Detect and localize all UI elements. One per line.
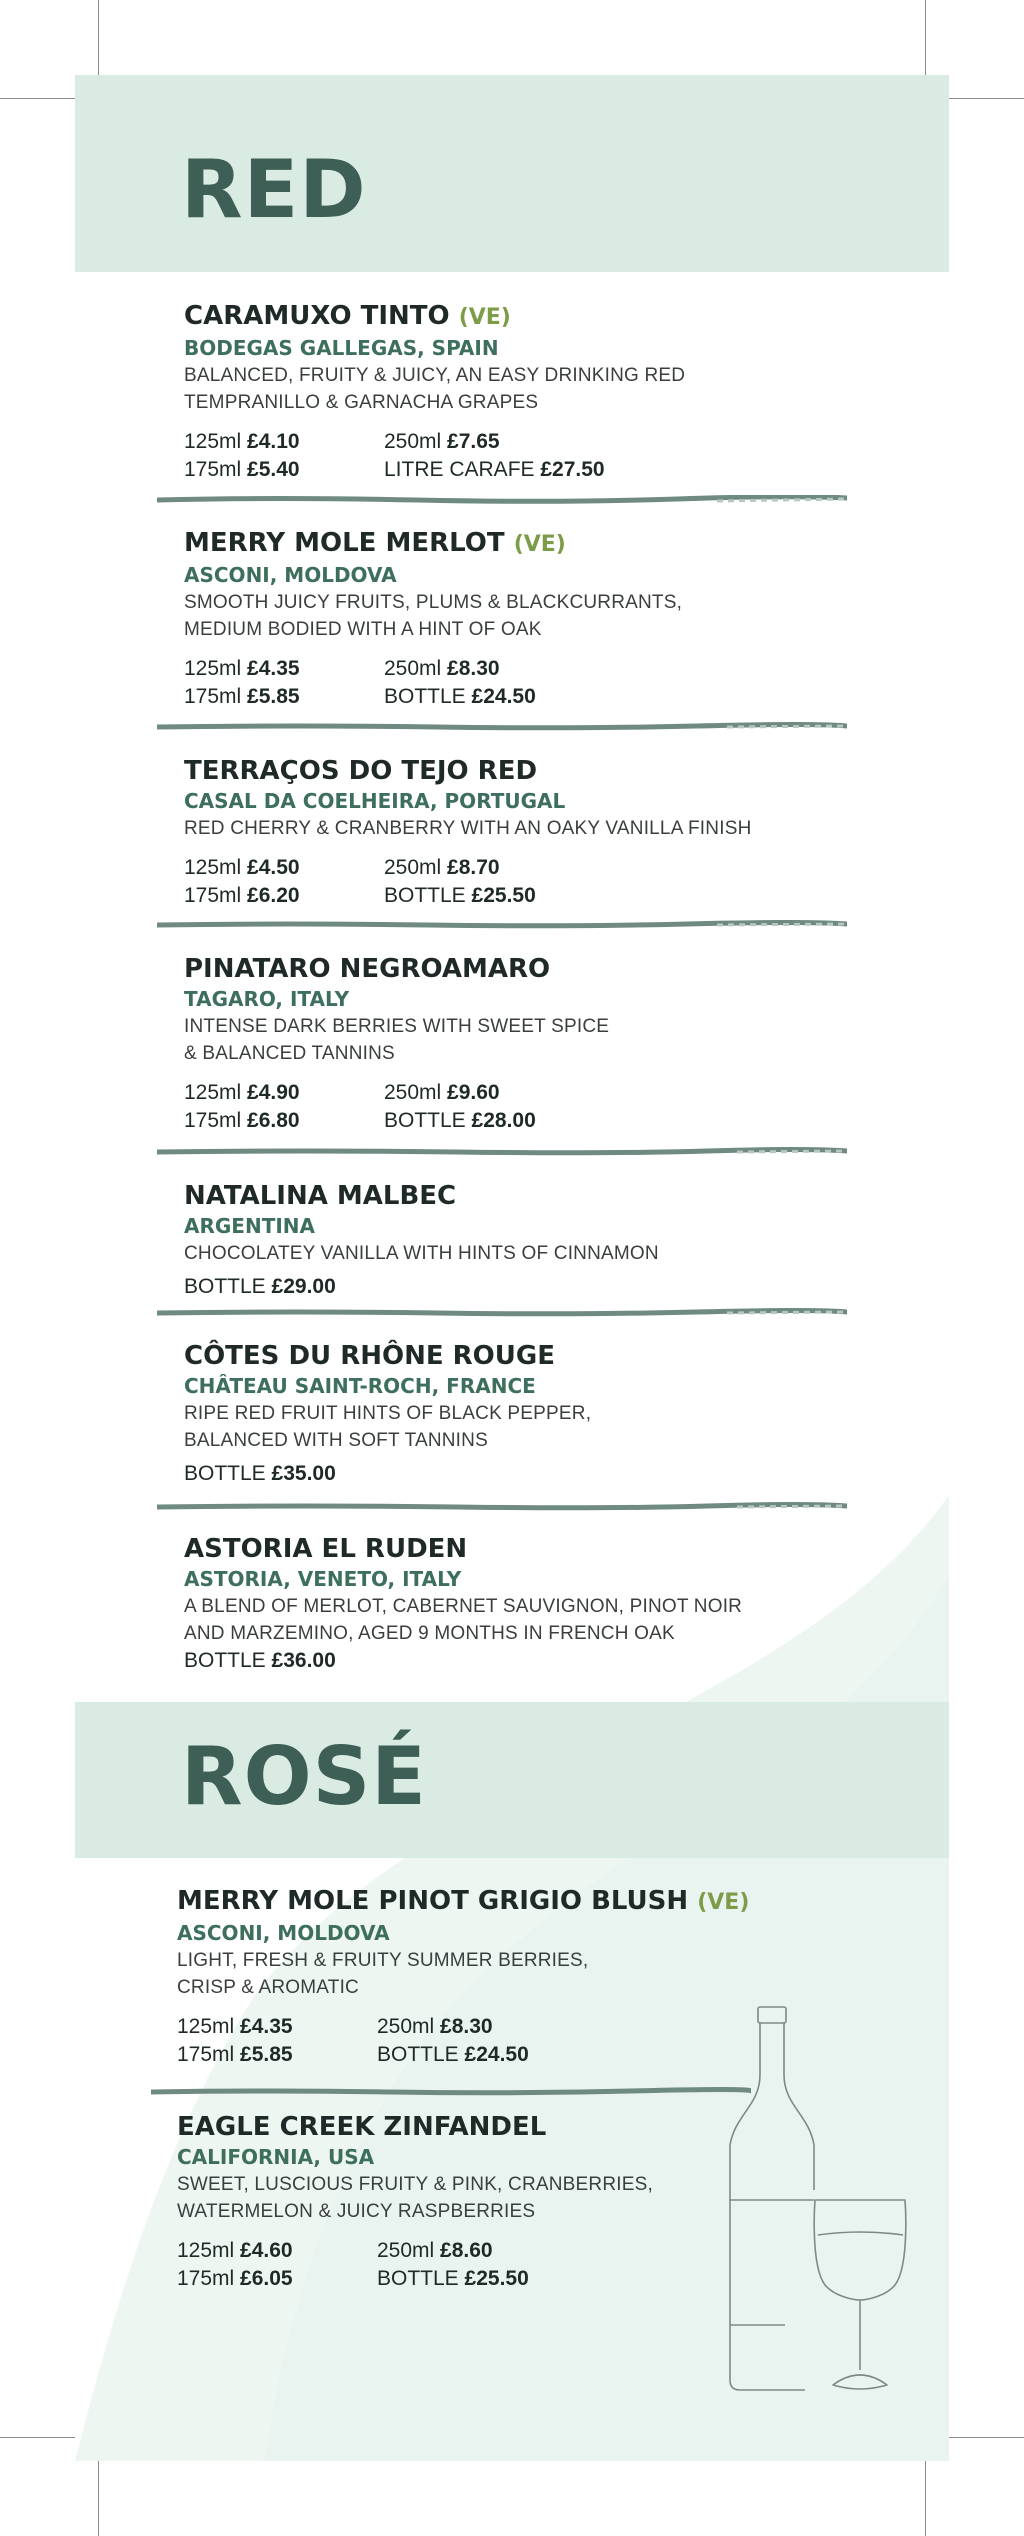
crop-mark bbox=[98, 2461, 99, 2536]
wine-name: TERRAÇOS DO TEJO RED bbox=[184, 756, 538, 786]
description-line: TEMPRANILLO & GARNACHA GRAPES bbox=[184, 392, 539, 413]
wine-entry bbox=[184, 1533, 844, 1675]
wine-description bbox=[184, 1240, 844, 1267]
brush-divider bbox=[157, 722, 847, 732]
vegan-tag: (VE) bbox=[458, 305, 511, 330]
price-label: 250ml bbox=[377, 2015, 435, 2038]
price-value: £5.85 bbox=[247, 685, 300, 708]
price-label: 175ml bbox=[184, 458, 242, 481]
price-label: 175ml bbox=[184, 685, 242, 708]
price-value: £5.85 bbox=[240, 2043, 293, 2066]
price-label: 125ml bbox=[184, 856, 242, 879]
description-line: INTENSE DARK BERRIES WITH SWEET SPICE bbox=[184, 1016, 610, 1037]
price-grid bbox=[184, 854, 844, 910]
price-label: BOTTLE bbox=[184, 1275, 266, 1298]
wine-origin: BODEGAS GALLEGAS, SPAIN bbox=[184, 336, 499, 360]
price-value: £8.30 bbox=[440, 2015, 493, 2038]
price-label: 250ml bbox=[384, 657, 442, 680]
price-value: £4.90 bbox=[247, 1081, 300, 1104]
price-value: £6.80 bbox=[247, 1109, 300, 1132]
wine-origin: ASCONI, MOLDOVA bbox=[184, 563, 397, 587]
wine-description bbox=[184, 815, 844, 842]
price-label: 175ml bbox=[184, 884, 242, 907]
vegan-tag: (VE) bbox=[513, 532, 566, 557]
price-value: £8.60 bbox=[440, 2239, 493, 2262]
wine-name: CÔTES DU RHÔNE ROUGE bbox=[184, 1341, 555, 1371]
price-label: 125ml bbox=[184, 430, 242, 453]
wine-description bbox=[177, 1947, 837, 2001]
description-line: BALANCED WITH SOFT TANNINS bbox=[184, 1430, 488, 1451]
wine-entry bbox=[184, 527, 844, 711]
price-value: £25.50 bbox=[464, 2267, 529, 2290]
brush-divider bbox=[151, 2087, 751, 2097]
price-value: £5.40 bbox=[247, 458, 300, 481]
price-label: BOTTLE bbox=[184, 1462, 266, 1485]
price-value: £8.70 bbox=[447, 856, 500, 879]
price-label: 175ml bbox=[184, 1109, 242, 1132]
price-value: £24.50 bbox=[464, 2043, 529, 2066]
description-line: MEDIUM BODIED WITH A HINT OF OAK bbox=[184, 619, 542, 640]
wine-origin: ARGENTINA bbox=[184, 1214, 315, 1238]
wine-name: EAGLE CREEK ZINFANDEL bbox=[177, 2112, 547, 2142]
price-label: BOTTLE bbox=[184, 1649, 266, 1672]
crop-mark bbox=[949, 2437, 1024, 2438]
bottle-price bbox=[184, 1460, 844, 1488]
wine-name: ASTORIA EL RUDEN bbox=[184, 1534, 468, 1564]
price-label: 250ml bbox=[384, 430, 442, 453]
brush-divider bbox=[157, 495, 847, 505]
description-line: CRISP & AROMATIC bbox=[177, 1977, 359, 1998]
crop-mark bbox=[0, 98, 75, 99]
price-label: BOTTLE bbox=[384, 685, 466, 708]
price-label: BOTTLE bbox=[377, 2043, 459, 2066]
price-label: 250ml bbox=[384, 856, 442, 879]
wine-description bbox=[184, 1400, 844, 1454]
wine-name: PINATARO NEGROAMARO bbox=[184, 954, 551, 984]
crop-mark bbox=[925, 2461, 926, 2536]
red-section-header bbox=[75, 75, 949, 272]
price-value: £25.50 bbox=[471, 884, 536, 907]
brush-divider bbox=[157, 920, 847, 930]
description-line: BALANCED, FRUITY & JUICY, AN EASY DRINKING RED bbox=[184, 365, 686, 386]
brush-divider bbox=[157, 1502, 847, 1512]
description-line: SWEET, LUSCIOUS FRUITY & PINK, CRANBERRIES, bbox=[177, 2174, 653, 2195]
price-value: £27.50 bbox=[540, 458, 605, 481]
wine-description bbox=[184, 589, 844, 643]
wine-name: MERRY MOLE PINOT GRIGIO BLUSH bbox=[177, 1886, 689, 1916]
wine-origin: CHÂTEAU SAINT-ROCH, FRANCE bbox=[184, 1374, 536, 1398]
price-label: 175ml bbox=[177, 2267, 235, 2290]
wine-entry bbox=[184, 953, 844, 1135]
price-grid bbox=[184, 1079, 844, 1135]
price-label: 125ml bbox=[184, 657, 242, 680]
price-label: BOTTLE bbox=[384, 1109, 466, 1132]
brush-divider bbox=[157, 1308, 847, 1318]
price-value: £29.00 bbox=[271, 1275, 336, 1298]
crop-mark bbox=[949, 98, 1024, 99]
price-value: £36.00 bbox=[271, 1649, 336, 1672]
price-grid bbox=[184, 428, 844, 484]
price-label: 125ml bbox=[184, 1081, 242, 1104]
description-line: RED CHERRY & CRANBERRY WITH AN OAKY VANILLA FINISH bbox=[184, 818, 752, 839]
wine-description bbox=[184, 362, 844, 416]
section-title-rose: ROSÉ bbox=[181, 1730, 427, 1823]
crop-mark bbox=[925, 0, 926, 75]
wine-entry bbox=[184, 1340, 844, 1488]
wine-description bbox=[184, 1593, 844, 1647]
wine-entry bbox=[184, 1180, 844, 1301]
description-line: AND MARZEMINO, AGED 9 MONTHS IN FRENCH OAK bbox=[184, 1623, 675, 1644]
crop-mark bbox=[0, 2437, 75, 2438]
crop-mark bbox=[98, 0, 99, 75]
brush-divider bbox=[157, 1147, 847, 1157]
price-value: £9.60 bbox=[447, 1081, 500, 1104]
price-value: £6.05 bbox=[240, 2267, 293, 2290]
bottle-price bbox=[184, 1273, 844, 1301]
wine-origin: TAGARO, ITALY bbox=[184, 987, 350, 1011]
wine-origin: ASTORIA, VENETO, ITALY bbox=[184, 1567, 462, 1591]
wine-name: CARAMUXO TINTO bbox=[184, 301, 450, 331]
wine-description bbox=[184, 1013, 844, 1067]
description-line: A BLEND OF MERLOT, CABERNET SAUVIGNON, PINOT NOIR bbox=[184, 1596, 743, 1617]
price-label: BOTTLE bbox=[377, 2267, 459, 2290]
description-line: CHOCOLATEY VANILLA WITH HINTS OF CINNAMON bbox=[184, 1243, 659, 1264]
price-value: £4.10 bbox=[247, 430, 300, 453]
price-label: 250ml bbox=[377, 2239, 435, 2262]
vegan-tag: (VE) bbox=[697, 1890, 750, 1915]
rose-section-header bbox=[75, 1702, 949, 1858]
price-label: BOTTLE bbox=[384, 884, 466, 907]
bottle-price bbox=[184, 1647, 844, 1675]
price-label: 125ml bbox=[177, 2015, 235, 2038]
wine-menu-panel bbox=[75, 75, 949, 2461]
description-line: & BALANCED TANNINS bbox=[184, 1043, 395, 1064]
description-line: SMOOTH JUICY FRUITS, PLUMS & BLACKCURRANTS, bbox=[184, 592, 683, 613]
section-title-red: RED bbox=[181, 143, 367, 236]
wine-name: MERRY MOLE MERLOT bbox=[184, 528, 505, 558]
price-grid bbox=[184, 655, 844, 711]
price-label: 175ml bbox=[177, 2043, 235, 2066]
price-value: £24.50 bbox=[471, 685, 536, 708]
description-line: LIGHT, FRESH & FRUITY SUMMER BERRIES, bbox=[177, 1950, 589, 1971]
price-value: £4.60 bbox=[240, 2239, 293, 2262]
wine-name: NATALINA MALBEC bbox=[184, 1181, 457, 1211]
price-value: £28.00 bbox=[471, 1109, 536, 1132]
price-value: £4.35 bbox=[247, 657, 300, 680]
description-line: WATERMELON & JUICY RASPBERRIES bbox=[177, 2201, 536, 2222]
price-value: £6.20 bbox=[247, 884, 300, 907]
price-value: £8.30 bbox=[447, 657, 500, 680]
price-value: £7.65 bbox=[447, 430, 500, 453]
price-label: 250ml bbox=[384, 1081, 442, 1104]
wine-origin: CASAL DA COELHEIRA, PORTUGAL bbox=[184, 789, 566, 813]
description-line: RIPE RED FRUIT HINTS OF BLACK PEPPER, bbox=[184, 1403, 592, 1424]
wine-origin: ASCONI, MOLDOVA bbox=[177, 1921, 390, 1945]
price-value: £35.00 bbox=[271, 1462, 336, 1485]
wine-entry bbox=[184, 300, 844, 484]
price-value: £4.50 bbox=[247, 856, 300, 879]
wine-bottle-and-glass-icon bbox=[715, 2005, 915, 2405]
price-value: £4.35 bbox=[240, 2015, 293, 2038]
wine-entry bbox=[184, 755, 844, 910]
price-label: LITRE CARAFE bbox=[384, 458, 535, 481]
wine-origin: CALIFORNIA, USA bbox=[177, 2145, 375, 2169]
price-label: 125ml bbox=[177, 2239, 235, 2262]
